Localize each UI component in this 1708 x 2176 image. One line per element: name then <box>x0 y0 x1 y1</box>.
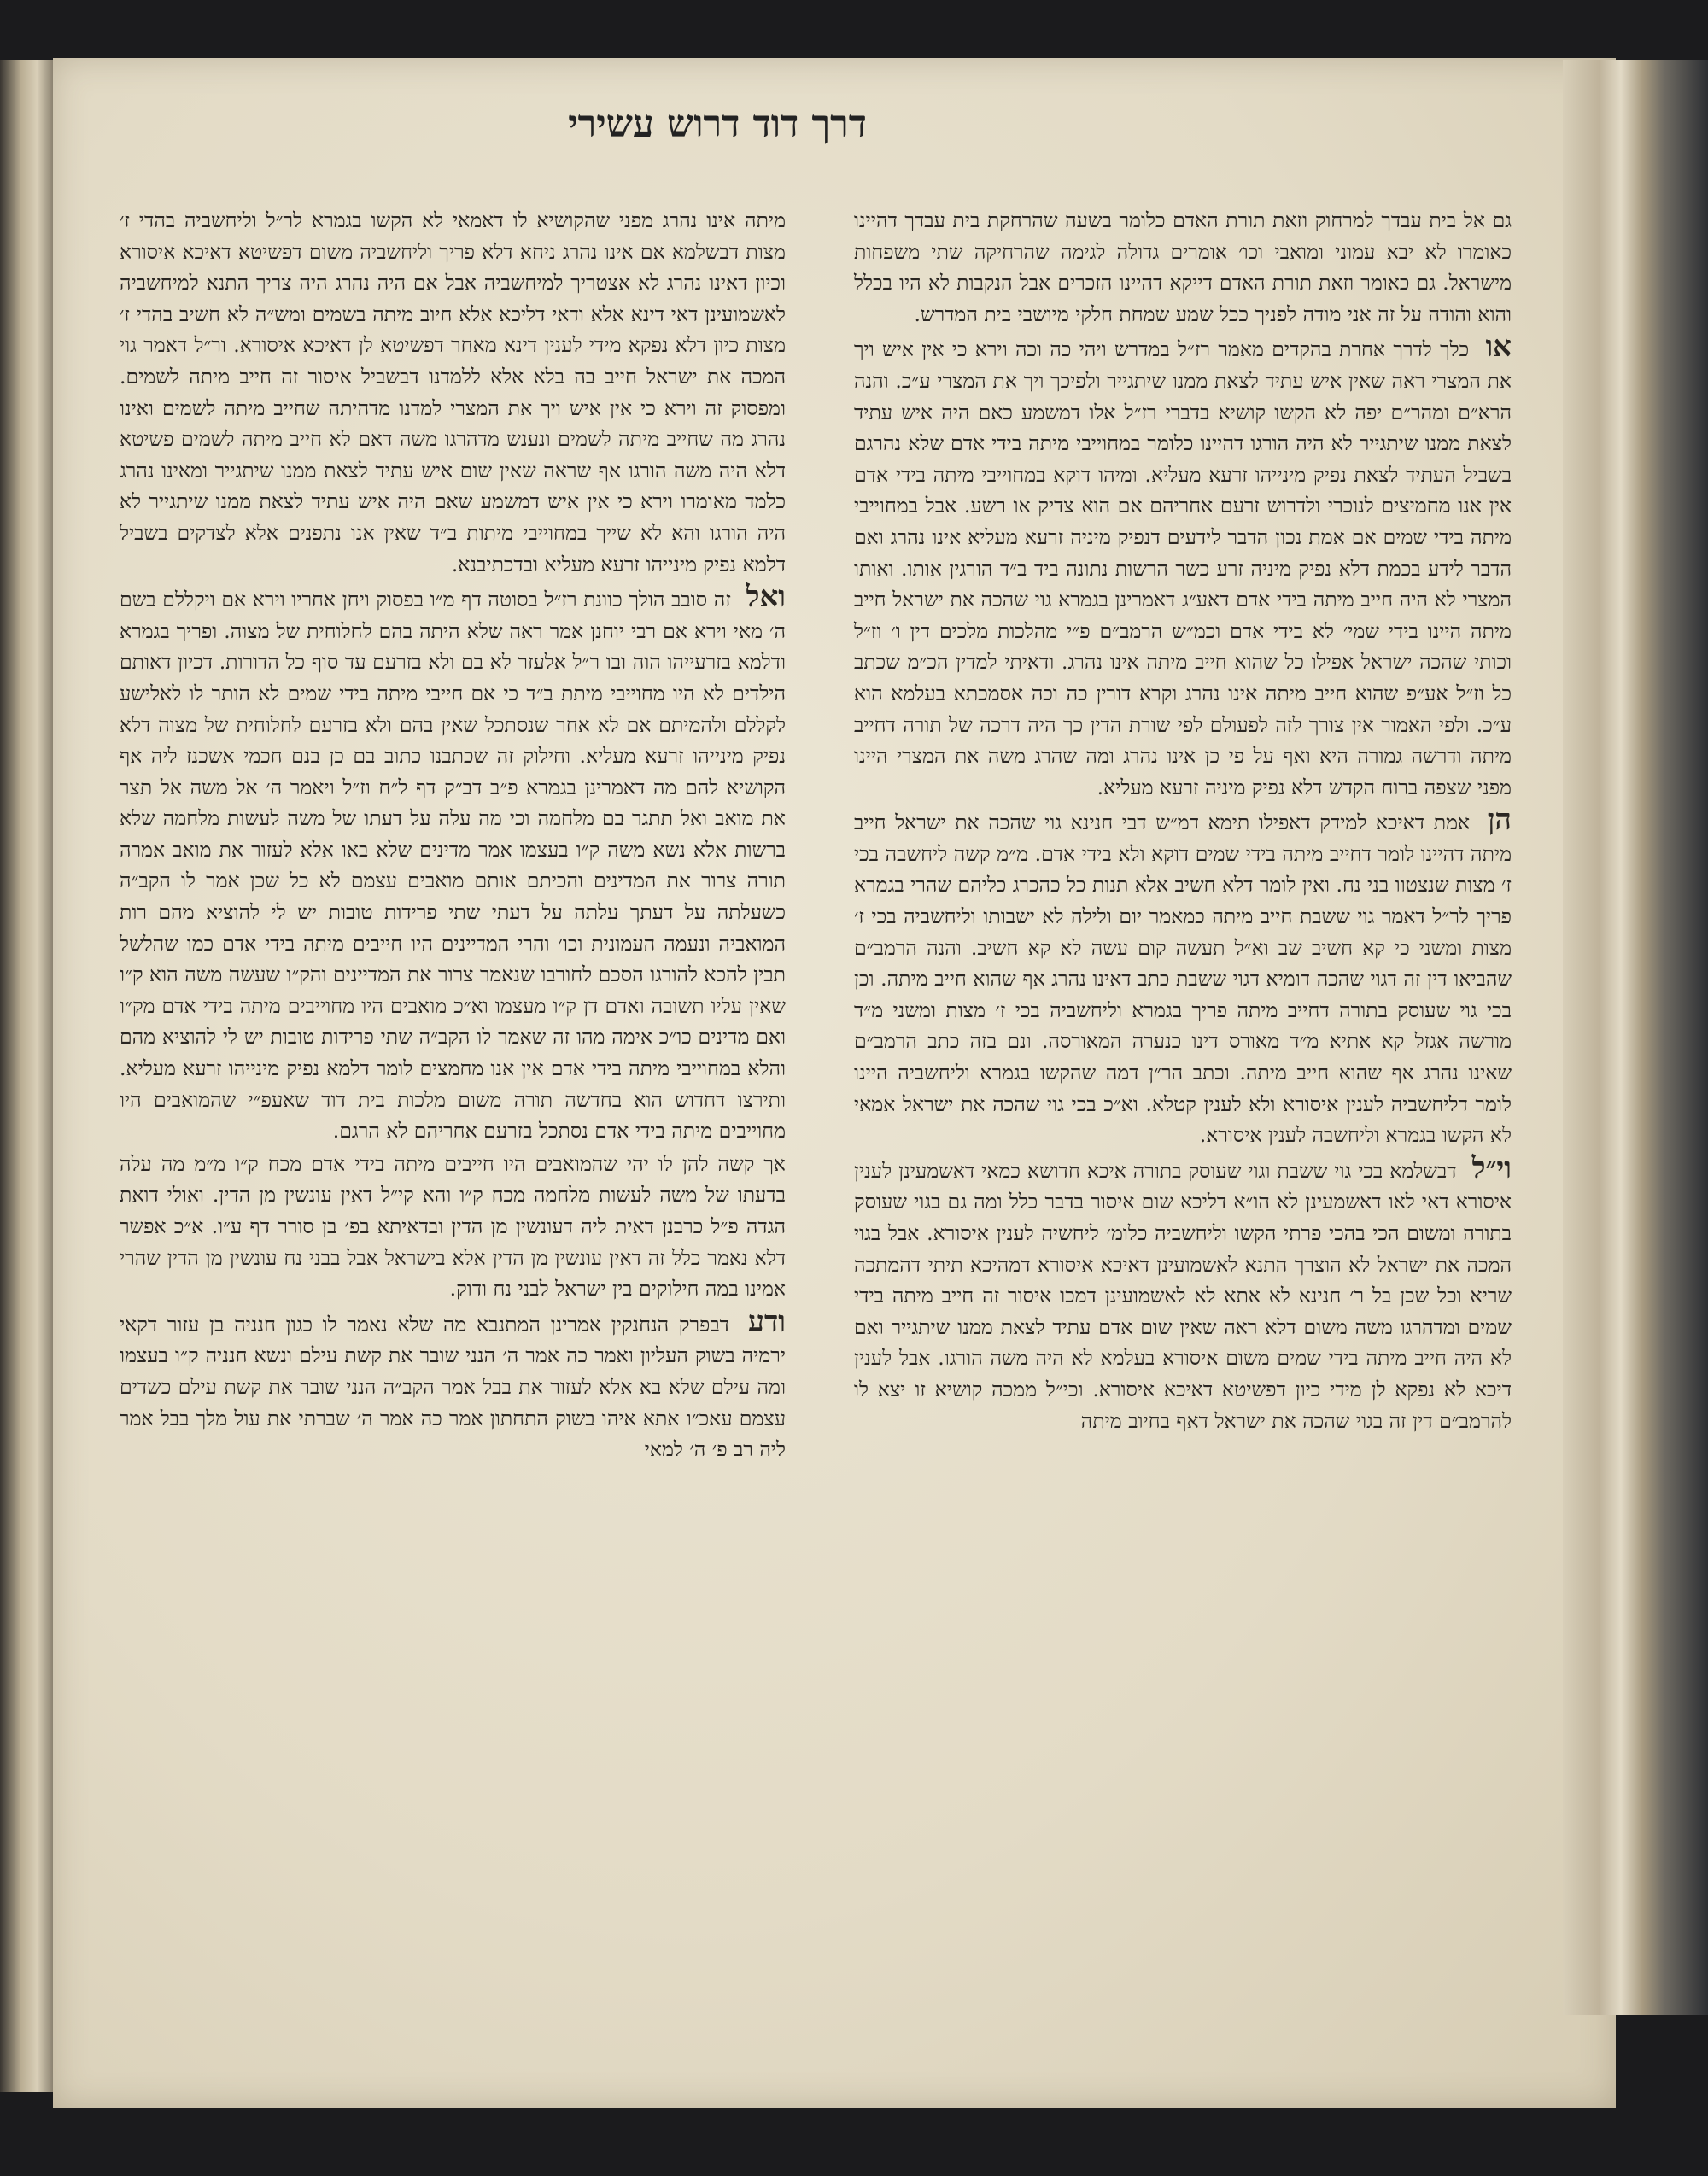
paragraph-text: דבפרק הנחנקין אמרינן המתנבא מה שלא נאמר לו כגון חנניה בן עזור דקאי ירמיה בשוק העליון ואמר כה אמר ה׳ הנני שובר את קשת עילם ונשא חנניה ק״ו בעצמו ומה עילם שלא בא אלא לעזור את בבל אמר הקב״ה הנני שובר את קשת עילם כשדים עצמם עאכ״ו אתא איהו בשוק התחתון אמר כה אמר ה׳ שברתי את עול מלך בבל אמר ליה רב פ׳ ה׳ למאי <box>120 1312 786 1462</box>
paragraph <box>854 804 1512 1151</box>
page-stack-edge <box>1563 60 1708 2015</box>
paragraph <box>120 205 786 580</box>
paragraph-text: אמת דאיכא למידק דאפילו תימא דמ״ש דבי חנינא גוי שהכה את ישראל חייב מיתה דהיינו לומר דחייב מיתה בידי שמים דוקא ולא בידי אדם. מ״מ קשה ליחשבה בכי ז׳ מצות שנצטוו בני נח. ואין לומר דלא חשיב אלא תנות כל כהכרג כליהם שהרי בגמרא פריך לר״ל דאמר גוי ששבת חייב מיתה כמאמר יום ולילה לא ישבותו וליחשביה בכי ז׳ מצות ומשני כי קא חשיב שב וא״ל תעשה קום עשה לא קא חשיב. והנה הרמב״ם שהביאו דין זה דגוי שהכה דומיא דגוי ששבת כתב דאינו נהרג אף שהוא חייב מיתה. וכן בכי גוי שעוסק בתורה דחייב מיתה פריך בגמרא וליחשביה בכי ז׳ מצות ומשני מ״ד מורשה אגזל קא אתיא מ״ד מאורס דינו כנערה המאורסה. ונם בזה כתב הרמב״ם שאינו נהרג אף שהוא חייב מיתה. וכתב הר״ן דמה שהקשו בגמרא וליחשביה היינו לומר דליחשביה לענין איסורא ולא לענין קטלא. וא״כ בכי גוי שהכה את ישראל אמאי לא הקשו בגמרא וליחשבה לענין איסורא. <box>854 810 1512 1148</box>
paragraph-text: דבשלמא בכי גוי ששבת וגוי שעוסק בתורה איכא חדושא כמאי דאשמעינן לענין איסורא דאי לאו דאשמעינן לא הו״א דליכא שום איסור בדבר כלל ומה גם בגוי שעוסק בתורה ומשום הכי בהכי פרתי הקשו וליחשביה כלומ׳ ליחשיה לענין איסורא. אבל בגוי המכה את ישראל לא הוצרך התנא לאשמועינן דאיכא איסורא דמהיכא תיתי דהמתכה שריא וכל שכן בל ר׳ חנינא לא אתא לא לאשמועינן דמכו איסור זה חייב מיתה בידי שמים ומדהרגו משה משום דלא ראה שאין שום אדם עתיד לצאת ממנו שיתגייר ואם לא היה חייב מיתה בידי שמים משום איסורא בעלמא לא היה משה הורגו. אבל לענין דיכא לא נפקא לן מידי כיון דפשיטא דאיכא איסורא. וכי״ל ממכה קושיא זו יצא לו להרמב״ם דין זה בגוי שהכה את ישראל דאף בחיוב מיתה <box>854 1158 1512 1433</box>
paragraph-text: גם אל בית עבדך למרחוק וזאת תורת האדם כלומר בשעה שהרחקת בית עבדך דהיינו כאומרו לא יבא עמוני ומואבי וכו׳ אומרים גדולה לגימה שהרחיקה שתי משפחות מישראל. גם כאומר וזאת תורת האדם דייקא דהיינו הזכרים אבל הנקבות לא היו בכלל והוא והודה על זה אני מודה לפניך ככל שמע שמחת חלקי מיושבי בית המדרש. <box>854 208 1512 326</box>
initial-word: וי״ל <box>1471 1150 1512 1185</box>
paragraph <box>120 1149 786 1305</box>
initial-word: ודע <box>747 1304 786 1339</box>
paragraph-text: אך קשה להן לו יהי שהמואבים היו חייבים מיתה בידי אדם מכח ק״ו מ״מ מה עלה בדעתו של משה לעשות מלחמה מכח ק״ו והא קי״ל דאין עונשין מן הדין. ואולי דואת הגדה פ״ל כרבנן דאית ליה דעונשין מן הדין ובדאיתא בפ׳ בן סורר דף ע״ו. א״כ אפשר דלא נאמר כלל זה דאין עונשין מן הדין אלא בישראל אבל בבני נח עונשין מן הדין שהרי אמינו במה חילוקים בין ישראל לבני נח ודוק. <box>120 1151 786 1302</box>
scan-left-edge <box>0 60 53 2092</box>
paragraph <box>120 582 786 1147</box>
paragraph <box>854 331 1512 803</box>
right-column <box>854 205 1512 1956</box>
paragraph <box>120 1304 786 1465</box>
paragraph-text: זה סובב הולך כוונת רז״ל בסוטה דף מ״ו בפסוק ויחן אחריו וירא אם ויקללם בשם ה׳ מאי וירא אם רבי יוחנן אמר ראה שלא היתה בהם לחלוחית של מצוה. ופריך בגמרא ודלמא בזרעייהו הוה ובו ר״ל אלעזר לא בם ולא בזרעם עד סוף כל הדורות. דכיון דאותם הילדים לא היו מחוייבי מיתת ב״ד כי אם חייבי מיתה בידי שמים לא הותר לו לאלישע לקללם ולהמיתם אם לא אחר שנסתכל שאין בהם ולא בזרעם לחלוחית של מצוה דלא נפיק מינייהו זרעא מעליא. וחילוק זה שכתבנו כתוב בם כן בנם חכמי אשכנז ליה אף הקושיא להם מה דאמרינן בגמרא פ״ב דב״ק דף ל״ח וז״ל ויאמר ה׳ אל משה אל תצר את מואב ואל תתגר בם מלחמה וכי מה עלה על דעתו של משה לעשות מלחמה שלא ברשות אלא נשא משה ק״ו בעצמו אמר מדינים שלא באו אלא לעזור את מואב אמרה תורה צרור את המדינים והכיתם אותם מואבים עצמם לא כל שכן אמר לו הקב״ה כשעלתה על דעתך עלתה על דעתי שתי פרידות טובות יש לי להוציא מהם רות המואביה ונעמה העמונית וכו׳ והרי המדיינים היו חייבים מיתה בידי אדם כמו שהלשל תבין להכא להורגו הסכם לחורבו שנאמר צרור את המדיינים והק״ו שעשה משה הוא ק״ו שאין עליו תשובה ואדם דן ק״ו מעצמו וא״כ מואבים היו מחוייבים מיתה בידי אדם מק״ו ואם מדינים כו״כ אימה מהו זה שאמר לו הקב״ה שתי פרידות טובות יש לי להוציא מהם והלא במחוייבי מיתה בידי אדם אין אנו מחמצים לומר דלמא נפיק מינייהו זרעא מעליא. ותירצו דחדוש הוא בחדשה תורה משום מלכות בית דוד שאעפ״י שהמואבים היו מחוייבים מיתה בידי אדם נסתכל בזרעם אחריהם לא הרגם. <box>120 588 786 1144</box>
running-header: דרך דוד דרוש עשירי <box>568 102 867 146</box>
initial-word: או <box>1485 330 1512 365</box>
initial-word: הן <box>1487 803 1512 838</box>
initial-word: ואל <box>746 580 786 615</box>
left-column <box>120 205 786 1956</box>
paragraph-text: מיתה אינו נהרג מפני שהקושיא לו דאמאי לא הקשו בגמרא לר״ל וליחשביה בהדי ז׳ מצות דבשלמא אם אינו נהרג ניחא דלא פריך וליחשביה משום דפשיטא דאיכא איסורא וכיון דאינו נהרג לא אצטריך למיחשביה אבל אם היה נהרג היה צריך התנא למיחשביה לאשמועינן דאי דינא אלא ודאי דליכא אלא חיוב מיתה בשמים ומש״ה לא חשיב בהדי ז׳ מצות כיון דלא נפקא מידי לענין דינא מאחר דפשיטא לן דאיכא איסורא. ור״ל דאמר גוי המכה את ישראל חייב בה בלא אלא ללמדנו דבשביל איסור זה חייב מיתה לשמים. ומפסוק זה וירא כי אין איש ויך את המצרי למדנו מדהיתה שחייב מיתה לשמים ואינו נהרג מה שחייב מיתה לשמים ונענש מדהרגו משה דאם לא חייב מיתה לשמים פשיטא דלא היה משה הורגו אף שראה שאין שום איש עתיד לצאת ממנו שיתגייר ומאינו נהרג כלמד מאומרו וירא כי אין איש דמשמע שאם היה איש עתיד לצאת ממנו שיתגייר לא היה הורגו והא לא שייך במחוייבי מיתות ב״ד שאין אנו נתפנים אלא לצדקים בשביל דלמא נפיק מינייהו זרעא מעליא ובדכתיבנא. <box>120 208 786 576</box>
paragraph-text: כלך לדרך אחרת בהקדים מאמר רז״ל במדרש ויהי כה וכה וירא כי אין איש ויך את המצרי ראה שאין איש עתיד לצאת ממנו שיתגייר ולפיכך ויך את המצרי ע״כ. והנה הרא״ם ומהר״ם יפה לא הקשו קושיא בדברי רז״ל אלו דמשמע כאם היה איש עתיד לצאת ממנו שיתגייר לא היה הורגו דהיינו כלומר במחוייבי מיתה בידי אדם שלא נהרגם בשביל העתיד לצאת נפיק מינייהו זרעא מעליא. ומיהו דוקא במחוייבי מיתה בידי אדם אין אנו מחמיצים לנוכרי ולדרוש זרעם אחריהם אם הוא צדיק או רשע. אבל במחוייבי מיתה בידי שמים אם אמת נכון הדבר לידעים דנפיק מיניה זרעא מעליא אינו נהרג ואם הדבר לידע בכמת דלא נפיק מיניה זרע כשר הרשות נתונה ביד ב״ד הורגין אותו. ואותו המצרי לא היה חייב מיתה בידי אדם דאע״ג דאמרינן בגמרא גוי שהכה את ישראל חייב מיתה היינו בידי שמי׳ לא בידי אדם וכמ״ש הרמב״ם פ״י מהלכות מלכים דין ו׳ וז״ל וכותי שהכה ישראל אפילו כל שהוא חייב מיתה אינו נהרג. ודאיתי למדין הכ״מ שכתב כל וז״ל אע״פ שהוא חייב מיתה אינו נהרג וקרא דורין כה וכה אסמכתא בעלמא הוא ע״כ. ולפי האמור אין צורך לזה לפעולם לפי שורת הדין כך היה דרכה של תורה דחייב מיתה ודרשה גמורה היא ואף על פי כן אינו נהרג ומה שהרג משה את המצרי היינו מפני שצפה ברוח הקדש דלא נפיק מיניה זרעא מעליא. <box>854 337 1512 799</box>
paragraph <box>854 205 1512 330</box>
paragraph <box>854 1150 1512 1436</box>
